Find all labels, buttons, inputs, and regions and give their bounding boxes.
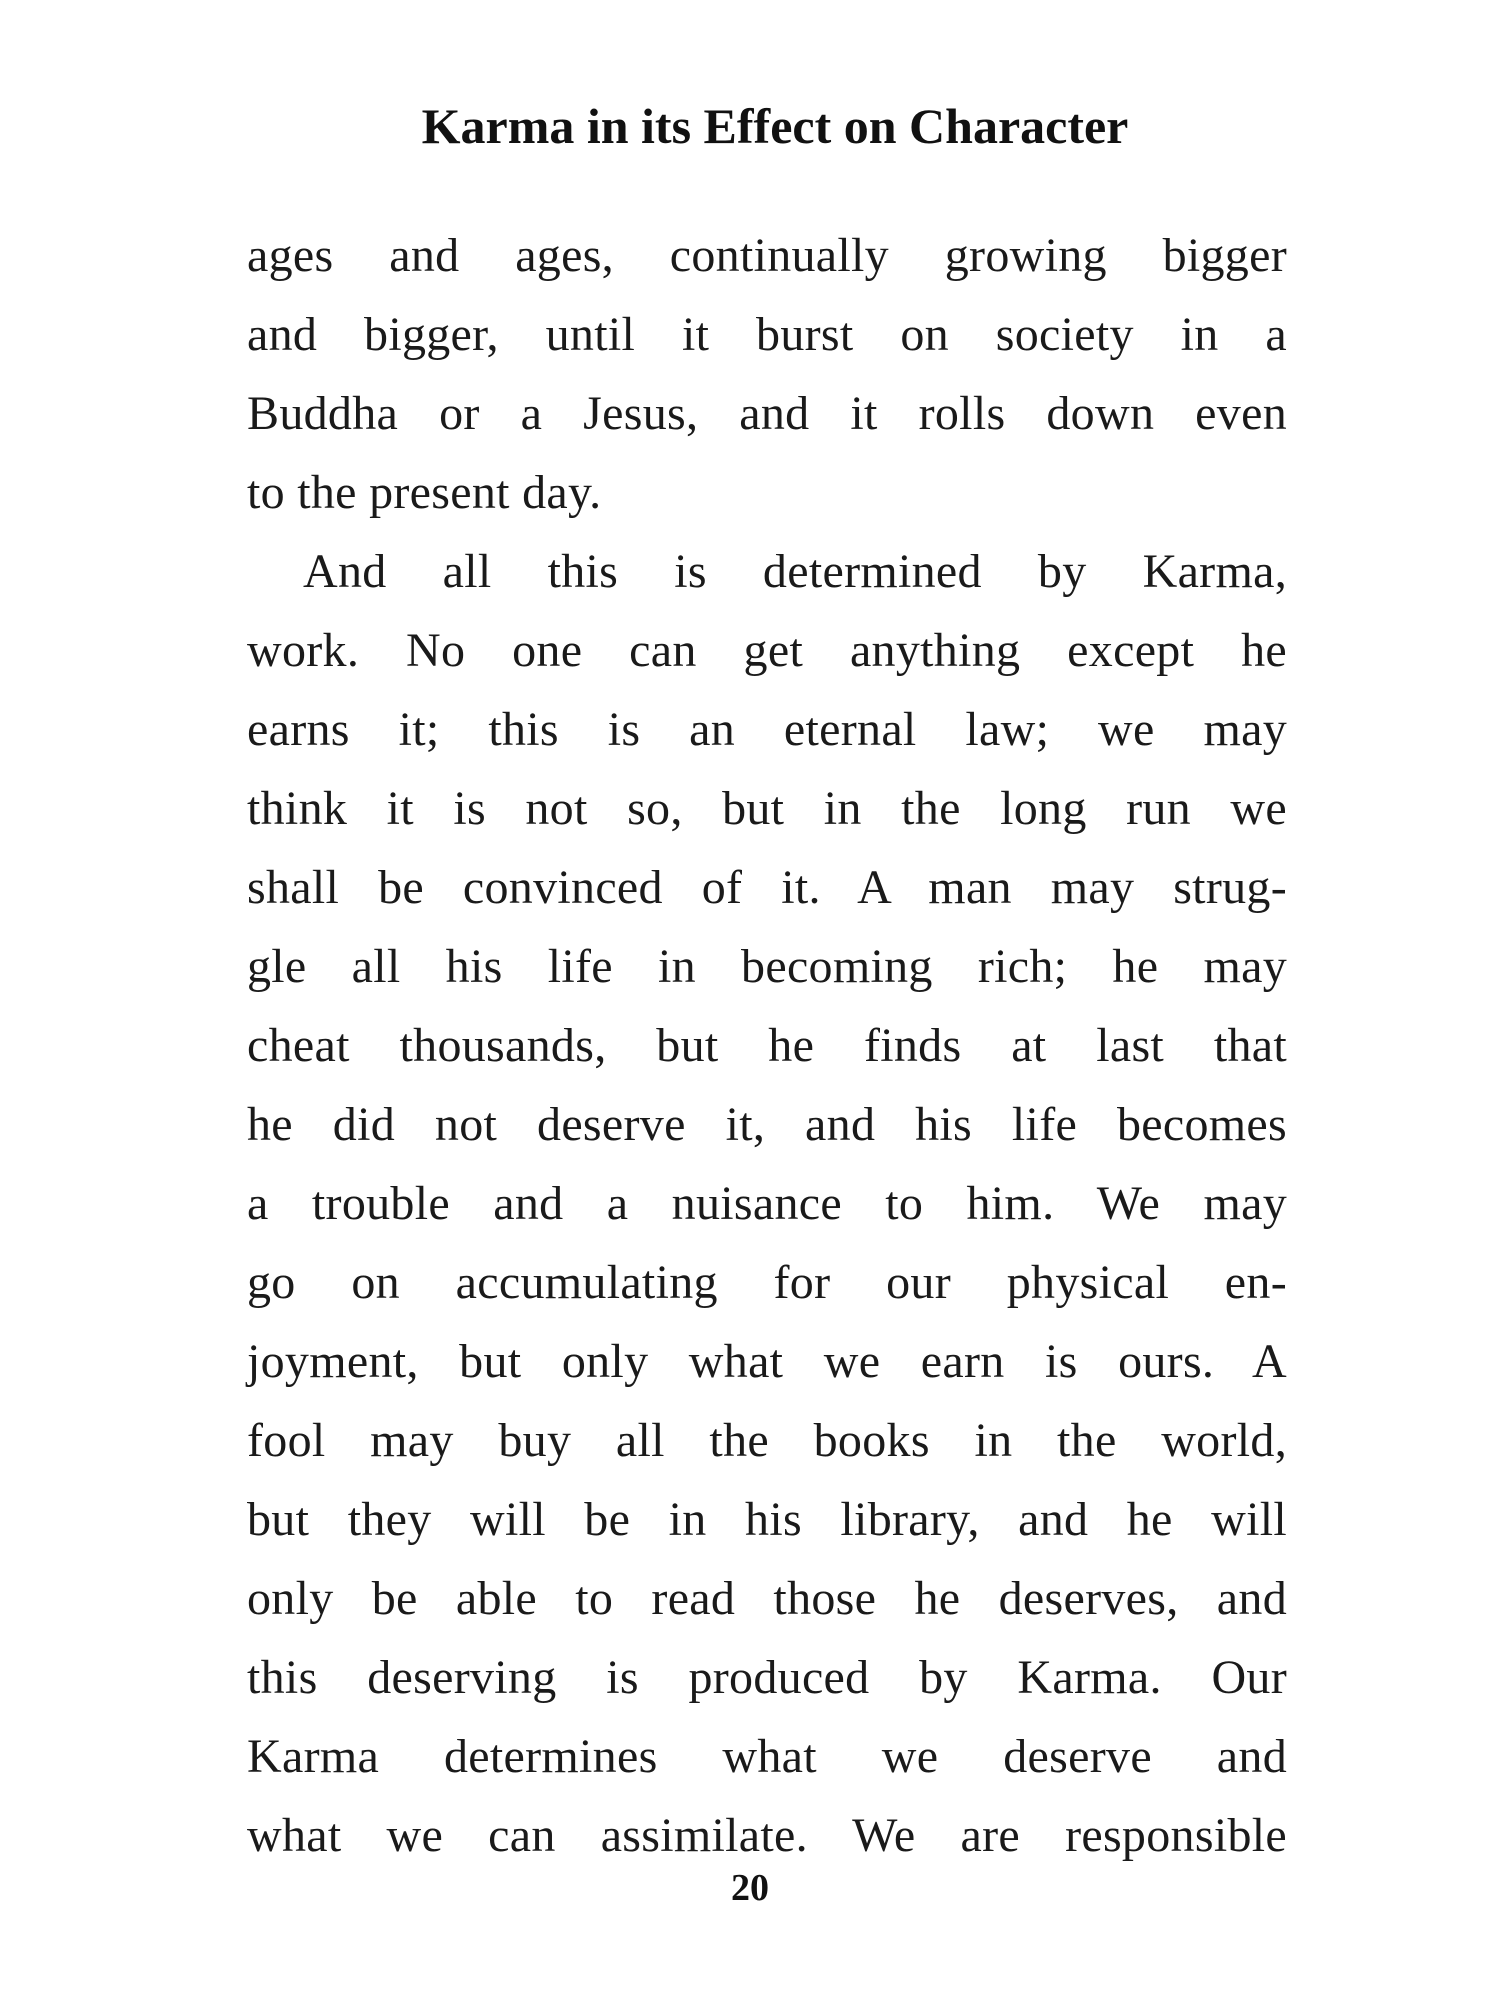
- text-line: think it is not so, but in the long run we: [247, 782, 1287, 835]
- page-number: 20: [731, 1867, 769, 1909]
- text-line: ages and ages, continually growing bigger: [247, 229, 1287, 282]
- text-line: shall be convinced of it. A man may strug-: [247, 861, 1287, 914]
- text-line: a trouble and a nuisance to him. We may: [247, 1177, 1287, 1230]
- body-text: [247, 216, 1287, 1875]
- running-head: Karma in its Effect on Character: [421, 98, 1129, 154]
- text-line: gle all his life in becoming rich; he may: [247, 940, 1287, 993]
- text-line: joyment, but only what we earn is ours. A: [247, 1335, 1287, 1388]
- text-line: work. No one can get anything except he: [247, 624, 1287, 677]
- text-line: Karma determines what we deserve and: [247, 1730, 1287, 1783]
- text-line: And all this is determined by Karma,: [303, 545, 1287, 598]
- text-line: but they will be in his library, and he will: [247, 1493, 1287, 1546]
- text-line: fool may buy all the books in the world,: [247, 1414, 1287, 1467]
- text-line: this deserving is produced by Karma. Our: [247, 1651, 1287, 1704]
- text-line: Buddha or a Jesus, and it rolls down even: [247, 387, 1287, 440]
- text-line: cheat thousands, but he finds at last that: [247, 1019, 1287, 1072]
- text-line: only be able to read those he deserves, and: [247, 1572, 1287, 1625]
- text-line: go on accumulating for our physical en-: [247, 1256, 1287, 1309]
- text-line: and bigger, until it burst on society in a: [247, 308, 1287, 361]
- text-line: to the present day.: [247, 466, 602, 519]
- text-line: what we can assimilate. We are responsible: [247, 1809, 1287, 1862]
- text-line: he did not deserve it, and his life becomes: [247, 1098, 1287, 1151]
- text-line: earns it; this is an eternal law; we may: [247, 703, 1287, 756]
